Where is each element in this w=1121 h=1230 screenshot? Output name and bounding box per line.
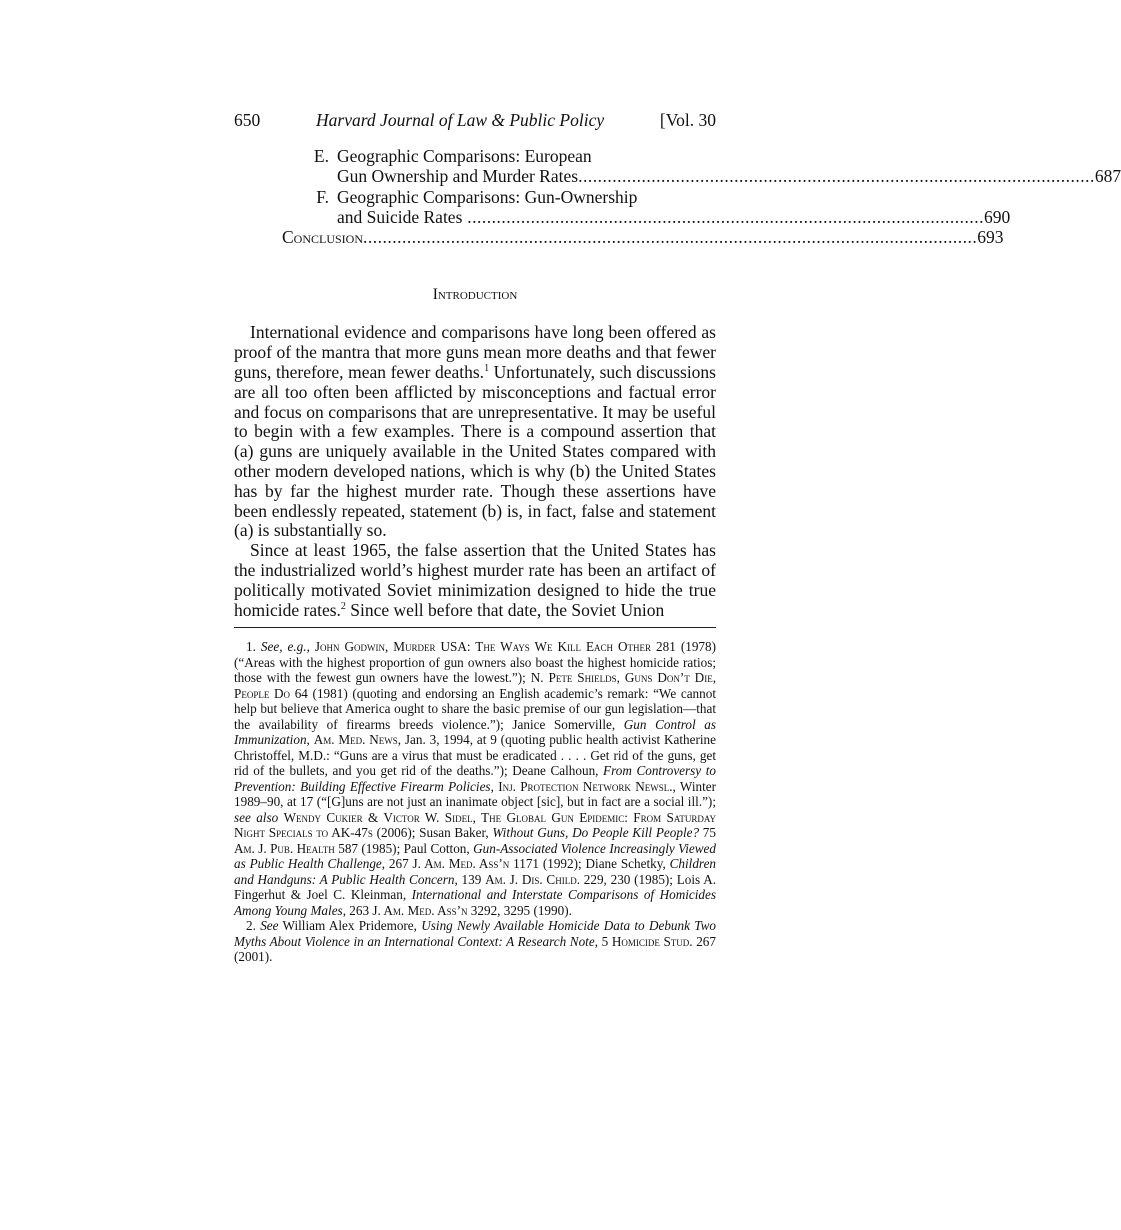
footnotes	[234, 639, 716, 965]
toc-entry-text: Geographic Comparisons: European	[337, 146, 592, 166]
toc-entry-text: and Suicide Rates	[337, 206, 463, 227]
table-of-contents	[234, 146, 1121, 248]
toc-letter: E.	[313, 146, 329, 166]
footnote: 1. See, e.g., John Godwin, Murder USA: The Ways We Kill Each Other 281 (1978) (“Areas with the highest proportion of gun owners also boast the highest homicide ratios; those with the fewest gun owners have the lowest.”); N. Pete Shields, Guns Don’t Die, People Do 64 (1981) (quoting and endorsing an English academic’s remark: “We cannot help but believe that America ought to share the basic premise of our gun legislation—that the availability of firearms breeds violence.”); Janice Somerville, Gun Control as Immunization, Am. Med. News, Jan. 3, 1994, at 9 (quoting public health activist Katherine Christoffel, M.D.: “Guns are a virus that must be eradicated . . . . Get rid of the guns, get rid of the bullets, and you get rid of the deaths.”); Deane Calhoun, From Controversy to Prevention: Building Effective Firearm Policies, Inj. Protection Network Newsl., Winter 1989–90, at 17 (“[G]uns are not just an inanimate object [sic], but in fact are a social ill.”); see also Wendy Cukier & Victor W. Sidel, The Global Gun Epidemic: From Saturday Night Specials to AK-47s (2006); Susan Baker, Without Guns, Do People Kill People? 75 Am. J. Pub. Health 587 (1985); Paul Cotton, Gun-Associated Violence Increasingly Viewed as Public Health Challenge, 267 J. Am. Med. Ass’n 1171 (1992); Diane Schetky, Children and Handguns: A Public Health Concern, 139 Am. J. Dis. Child. 229, 230 (1985); Lois A. Fingerhut & Joel C. Kleinman, International and Interstate Comparisons of Homicides Among Young Males, 263 J. Am. Med. Ass’n 3292, 3295 (1990).	[234, 639, 717, 918]
toc-page-number: 687	[1094, 166, 1121, 187]
volume-label: [Vol. 30	[659, 110, 716, 130]
paragraph: Since at least 1965, the false assertion that the United States has the industrialized world’s highest murder rate has been an artifact of politically motivated Soviet minimization designed to hide the true homicide rates.$^2$ Since well before that date, the Soviet Union	[234, 540, 716, 620]
section-heading: Introduction	[432, 286, 518, 304]
journal-title: Harvard Journal of Law & Public Policy	[316, 110, 605, 130]
footnote-divider	[234, 627, 716, 628]
toc-leader-dots: ..........................................................................................................	[578, 166, 1095, 187]
footnote-ref[interactable]: 1	[484, 363, 490, 375]
page-number: 650	[234, 110, 261, 130]
toc-page-number: 690	[984, 206, 1011, 227]
toc-entry-e[interactable]	[234, 146, 1121, 187]
toc-entry-f[interactable]	[234, 186, 1011, 228]
toc-leader-dots: ..........................................................................................................	[462, 206, 985, 227]
paragraph: International evidence and comparisons have long been offered as proof of the mantra that more guns mean more deaths and that fewer guns, therefore, mean fewer deaths.$^1$ Unfortunately, such discussions are all too often been afflicted by misconceptions and factual error and focus on comparisons that are unrepresentative. It may be useful to begin with a few examples. There is a compound assertion that (a) guns are uniquely available in the United States compared with other modern developed nations, which is why (b) the United States has by far the highest murder rate. Though these assertions have been endlessly repeated, statement (b) is, in fact, false and statement (a) is substantially so.	[234, 322, 716, 541]
toc-entry-text: Conclusion	[282, 227, 364, 248]
toc-leader-dots: ..............................................................................................................................	[363, 227, 978, 248]
toc-entry-text: Gun Ownership and Murder Rates	[337, 166, 579, 187]
toc-page-number: 693	[977, 227, 1004, 248]
running-header	[234, 108, 716, 132]
toc-entry-text: Geographic Comparisons: Gun-Ownership	[337, 186, 638, 207]
footnote: 2. See William Alex Pridemore, Using Newly Available Homicide Data to Debunk Two Myths About Violence in an International Context: A Research Note, 5 Homicide Stud. 267 (2001).	[234, 918, 716, 965]
toc-entry-conclusion[interactable]	[234, 227, 1004, 248]
footnote-ref[interactable]: 2	[340, 600, 346, 612]
body-text	[234, 323, 716, 620]
journal-page	[234, 108, 1121, 965]
toc-letter: F.	[316, 186, 329, 207]
